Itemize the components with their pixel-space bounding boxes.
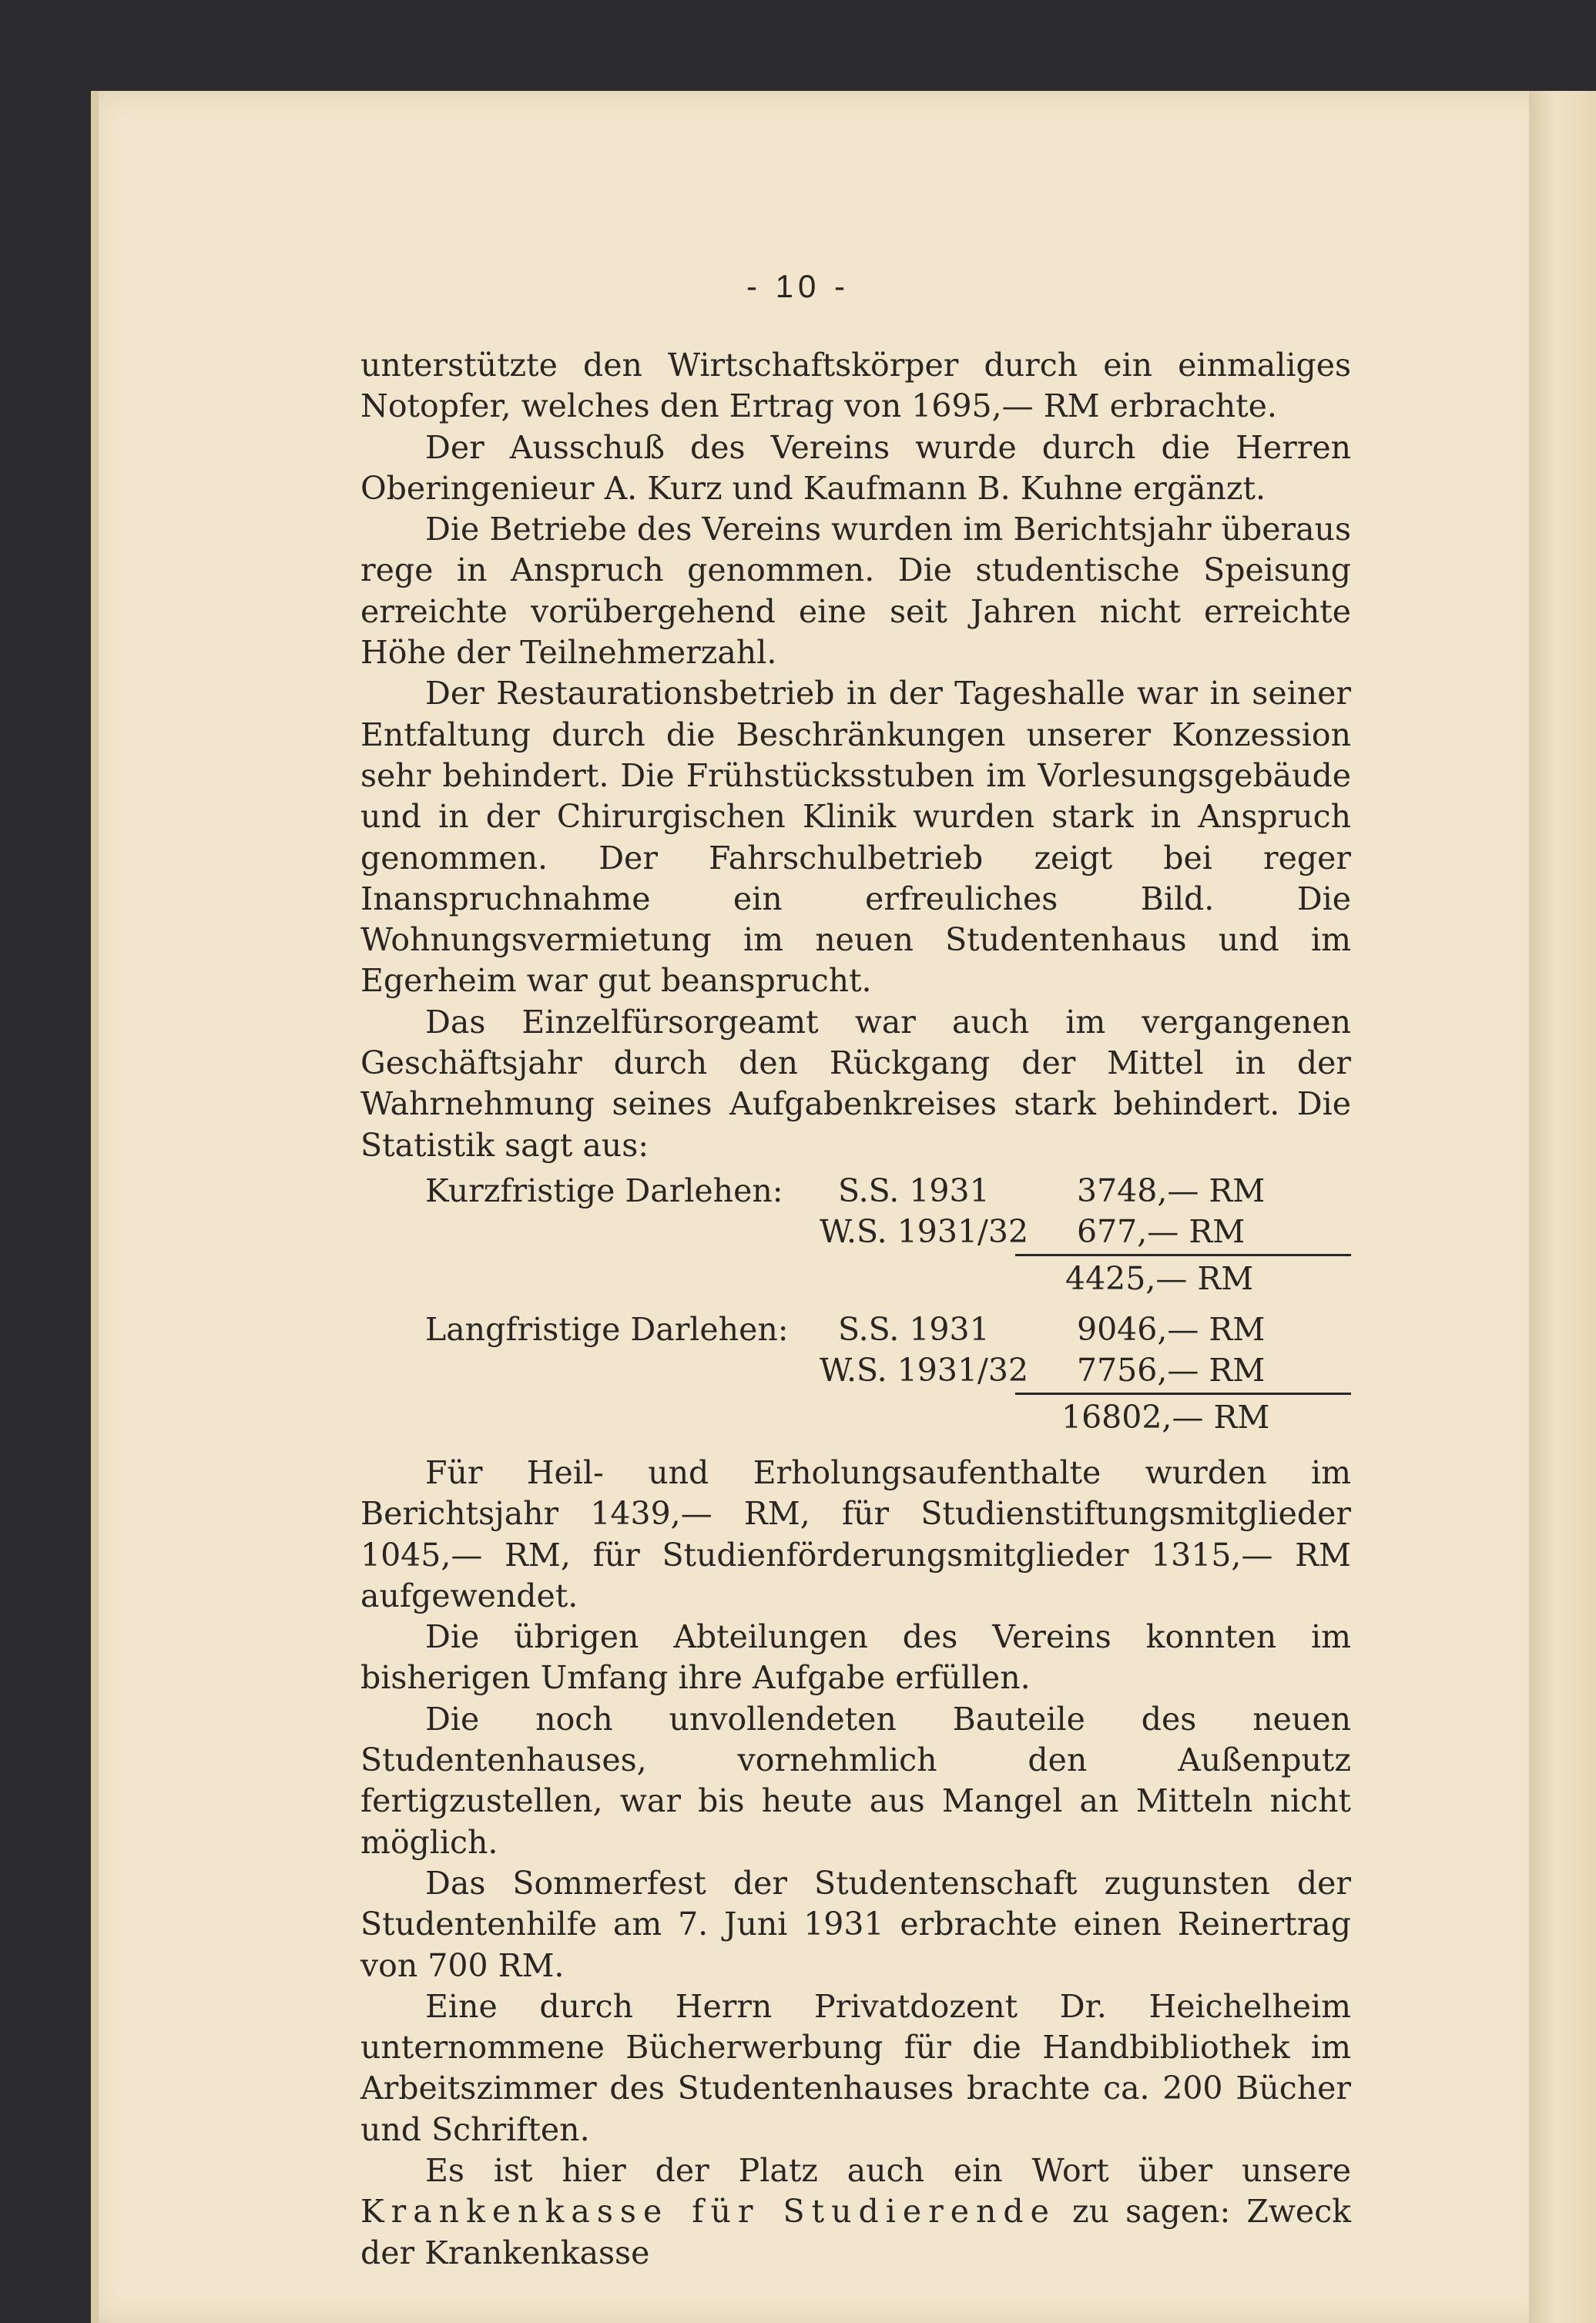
lang-term-1: S.S. 1931 [838, 1310, 990, 1348]
paragraph: Die noch unvollendeten Bauteile des neuen Studentenhauses, vornehmlich den Außenputz fertigzustellen, war bis heute aus Mangel an Mitteln nicht möglich. [360, 1700, 1351, 1861]
lang-amount-2: 7756,— RM [1077, 1351, 1266, 1389]
page-right-edge [1529, 91, 1596, 2323]
paragraphs-after [360, 1453, 1351, 2274]
lang-total: 16802,— RM [1061, 1398, 1270, 1436]
body-text [360, 345, 1351, 2274]
kurz-term-2: W.S. 1931/32 [820, 1212, 1029, 1250]
paragraph: Der Restaurationsbetrieb in der Tageshalle war in seiner Entfaltung durch die Beschränkungen unserer Konzession sehr behindert. Die Frühstücksstuben im Vorlesungsgebäude und in der Chirurgischen Klinik wurden stark in Anspruch genommen. Der Fahrschulbetrieb zeigt bei reger Inanspruchnahme ein erfreuliches Bild. Die Wohnungsvermietung im neuen Studentenhaus und im Egerheim war gut beansprucht. [360, 675, 1351, 1000]
emphasis-spaced: Krankenkasse für Studierende [360, 2193, 1056, 2231]
paragraph: Der Ausschuß des Vereins wurde durch die Herren Oberingenieur A. Kurz und Kaufmann B. Kuhne ergänzt. [360, 428, 1351, 507]
kurz-term-1: S.S. 1931 [838, 1172, 990, 1209]
paragraph: Die übrigen Abteilungen des Vereins konnten im bisherigen Umfang ihre Aufgabe erfüllen. [360, 1618, 1351, 1697]
page-number: - 10 - [746, 268, 850, 304]
kurz-amount-1: 3748,— RM [1077, 1172, 1266, 1209]
paragraph: unterstützte den Wirtschaftskörper durch ein einmaliges Notopfer, welches den Ertrag von 1695,— RM erbrachte. [360, 347, 1351, 425]
lang-amount-1: 9046,— RM [1077, 1310, 1266, 1348]
text-run: Es ist hier der Platz auch ein Wort über unsere [425, 2151, 1351, 2189]
lang-label: Langfristige Darlehen: [425, 1310, 789, 1348]
statistics-table [360, 1171, 1351, 1448]
sum-rule [1015, 1393, 1351, 1395]
page-left-edge [91, 91, 99, 2323]
kurz-label: Kurzfristige Darlehen: [425, 1172, 783, 1209]
paragraph-krankenkasse [360, 2150, 1351, 2274]
lang-term-2: W.S. 1931/32 [820, 1351, 1029, 1389]
kurz-amount-2: 677,— RM [1077, 1212, 1246, 1250]
text-run: zu sagen: Zweck der Krankenkasse [360, 2193, 1351, 2271]
paragraphs-before [360, 345, 1351, 1166]
paragraph: Eine durch Herrn Privatdozent Dr. Heichelheim unternommene Bücherwerbung für die Handbibliothek im Arbeitszimmer des Studentenhauses brachte ca. 200 Bücher und Schriften. [360, 1987, 1351, 2148]
sum-rule [1015, 1254, 1351, 1256]
paragraph: Die Betriebe des Vereins wurden im Berichtsjahr überaus rege in Anspruch genommen. Die studentische Speisung erreichte vorübergehend eine seit Jahren nicht erreichte Höhe der Teilnehmerzahl. [360, 511, 1351, 672]
paragraph: Das Sommerfest der Studentenschaft zugunsten der Studentenhilfe am 7. Juni 1931 erbrachte einen Reinertrag von 700 RM. [360, 1864, 1351, 1984]
paragraph: Das Einzelfürsorgeamt war auch im vergangenen Geschäftsjahr durch den Rückgang der Mittel in der Wahrnehmung seines Aufgabenkreises stark behindert. Die Statistik sagt aus: [360, 1003, 1351, 1164]
kurz-total: 4425,— RM [1065, 1259, 1254, 1297]
paragraph: Für Heil- und Erholungsaufenthalte wurden im Berichtsjahr 1439,— RM, für Studienstiftungsmitglieder 1045,— RM, für Studienförderungsmitglieder 1315,— RM aufgewendet. [360, 1453, 1351, 1614]
